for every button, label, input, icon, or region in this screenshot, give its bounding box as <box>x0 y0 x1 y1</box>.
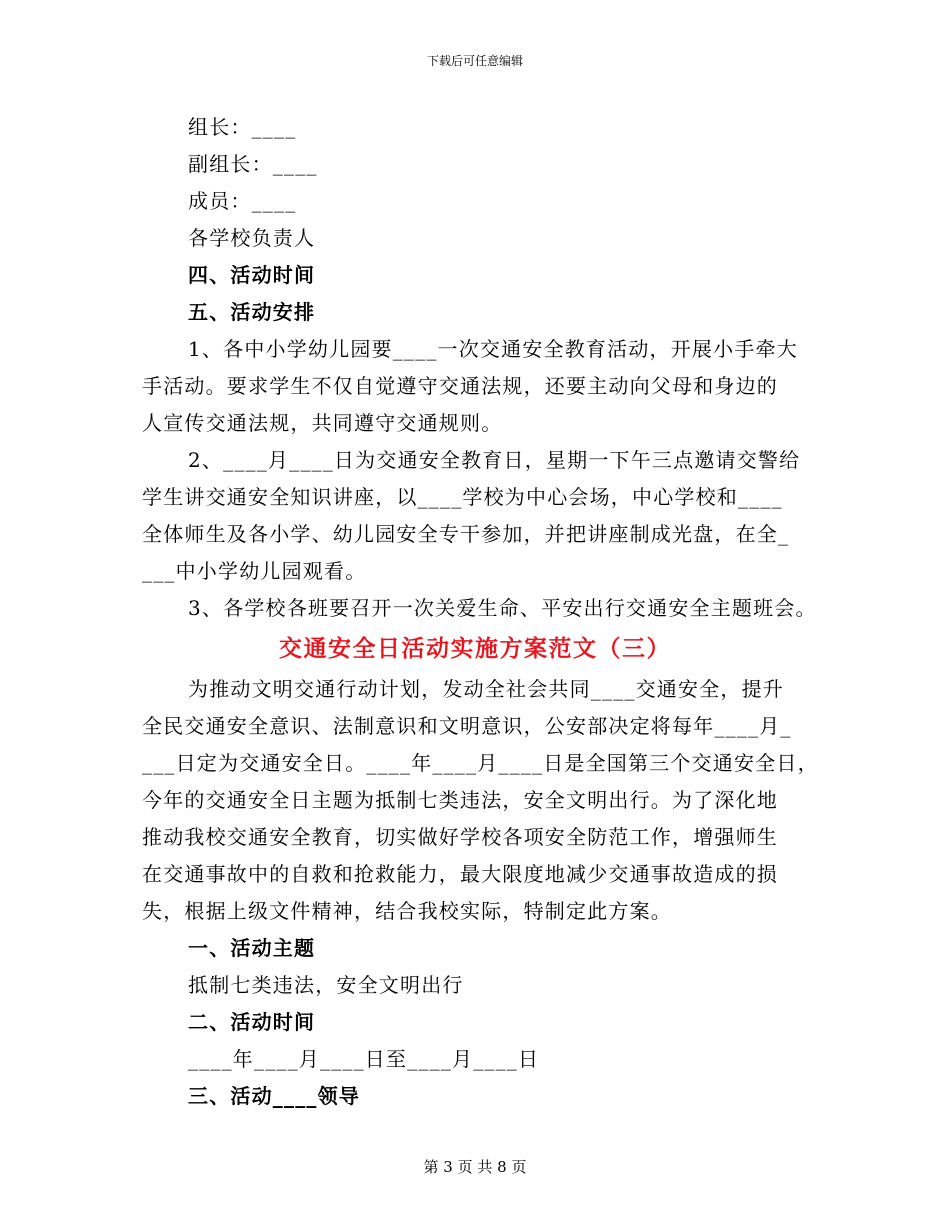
item2-line: ___中小学幼儿园观看。 <box>142 559 367 583</box>
heading-activity-time-4: 四、活动时间 <box>188 263 316 287</box>
item2-line: 全体师生及各小学、幼儿园安全专干参加，并把讲座制成光盘，在全_ <box>142 522 790 546</box>
activity-time-text: ____年____月____日至____月____日 <box>188 1047 540 1071</box>
item1-line: 1、各中小学幼儿园要____一次交通安全教育活动，开展小手牵大 <box>188 337 798 361</box>
item2-line: 学生讲交通安全知识讲座，以____学校为中心会场，中心学校和____ <box>142 485 783 509</box>
page-header: 下载后可任意编辑 <box>426 54 523 68</box>
heading-activity-arrangement: 五、活动安排 <box>188 300 316 324</box>
item3-line: 3、各学校各班要召开一次关爱生命、平安出行交通安全主题班会。 <box>188 596 817 620</box>
item2-line: 2、____月____日为交通安全教育日，星期一下午三点邀请交警给 <box>188 448 801 472</box>
intro-line: 为推动文明交通行动计划，发动全社会共同____交通安全，提升 <box>188 677 784 701</box>
intro-line: 失，根据上级文件精神，结合我校实际，特制定此方案。 <box>142 899 672 923</box>
item1-line: 人宣传交通法规，共同遵守交通规则。 <box>142 411 503 435</box>
intro-line: 在交通事故中的自救和抢救能力，最大限度地减少交通事故造成的损 <box>142 862 778 886</box>
leader-line: 组长：____ <box>188 115 297 139</box>
intro-line: 全民交通安全意识、法制意识和文明意识，公安部决定将每年____月_ <box>142 714 792 738</box>
school-heads-line: 各学校负责人 <box>188 226 316 250</box>
section-title: 交通安全日活动实施方案范文（三） <box>279 636 671 662</box>
member-line: 成员：____ <box>188 189 297 213</box>
item1-line: 手活动。要求学生不仅自觉遵守交通法规，还要主动向父母和身边的 <box>142 374 778 398</box>
heading-activity-time: 二、活动时间 <box>188 1010 316 1034</box>
activity-theme-text: 抵制七类违法，安全文明出行 <box>188 973 464 997</box>
page-footer: 第 3 页 共 8 页 <box>423 1158 527 1176</box>
heading-activity-theme: 一、活动主题 <box>188 936 316 960</box>
intro-line: ___日定为交通安全日。____年____月____日是全国第三个交通安全日， <box>142 751 819 775</box>
deputy-leader-line: 副组长：____ <box>188 152 318 176</box>
intro-line: 推动我校交通安全教育，切实做好学校各项安全防范工作，增强师生 <box>142 825 778 849</box>
heading-activity-leadership: 三、活动____领导 <box>188 1084 360 1108</box>
intro-line: 今年的交通安全日主题为抵制七类违法，安全文明出行。为了深化地 <box>142 788 778 812</box>
